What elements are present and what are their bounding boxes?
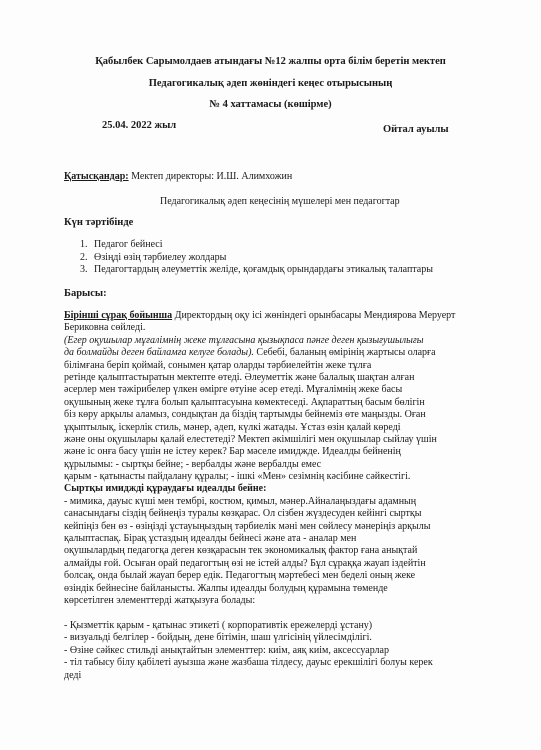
school-name: Қабылбек Сарымолдаев атындағы №12 жалпы орта білім беретін мектеп (95, 56, 446, 67)
council-members: Педагогикалық әдеп кеңесінің мүшелері мен педагогтар (160, 196, 400, 207)
list-item: - визуальді белгілер - бойдың, дене бітімін, шаш үлгісінің үйлесімділігі. (64, 632, 372, 644)
protocol-place: Ойтал ауылы (383, 124, 449, 135)
list-item: 3. Педагогтардың әлеуметтік желіде, қоғамдық орындардағы этикалық талаптары (80, 264, 433, 275)
list-item: - Қызметтік қарым - қатынас этикеті ( корпоративтік ережелерді ұстану) (64, 620, 373, 631)
first-question-lead: Бірінші сұрақ бойынша (64, 310, 173, 321)
agenda-list (80, 239, 500, 277)
image-section-title: Сыртқы имиджді құраудағы идеалды бейне: (64, 483, 267, 495)
participants (64, 171, 292, 182)
participants-label: Қатысқандар: (64, 171, 129, 182)
protocol-date: 25.04. 2022 жыл (102, 120, 177, 131)
list-item: 2. Өзіңді өзің тәрбиелеу жолдары (80, 251, 227, 263)
list-item: - Өзіне сәйкес стильді анықтайтын элементтер: киім, аяқ киім, аксессуарлар (64, 644, 389, 656)
agenda-title: Күн тәртібінде (64, 217, 134, 228)
protocol-title: № 4 хаттамасы (көшірме) (209, 99, 332, 110)
list-item: 1. Педагог бейнесі (80, 239, 163, 250)
participants-text: Мектеп директоры: И.Ш. Алимхожин (128, 171, 293, 182)
elements-list (64, 620, 484, 682)
first-question-text: Бірінші сұрақ бойынша Директордың оқу ісі жөніндегі орынбасары Мендиярова Меруерт Бериковна сөйледі. (Егер оқушылар мұғалімнің жеке тұлғасына қызықпаса пәнге деген қызығушылығы да болмайды деген байламға келуге болады). Себебі, баланың өмірінің жартысы оларға білімғана беріп қоймай, сонымен қатар оларды тәрбиелейтін жеке тұлға ретінде қалыптастыратын мектепте өтеді. Әлеуметтік және балалық шақтан алған әсерлер мен тәжірибелер үлкен өмірге өтуіне әсер етеді. Мұғалімнің жеке басы оқушының жеке тұлға болып қалыптасуына көмектеседі. Ақпараттың басым бөлігін біз көру арқылы аламыз, сондықтан да біздің тартымды бейнеміз өте маңызды. Оған ұқыптылық, іскерлік стиль, мәнер, әдеп, күлкі жатады. Ұстаз өзін қалай көреді және оны оқушылары қалай елестетеді? Мектеп әкімшілігі мен оқушылар сыйлау үшін және іс онға басу үшін не істеу керек? Бар мәселе имиджде. Идеалды бейненің құрылымы: - сыртқы бейне; - вербалды және вербалды емес қарым - қатынасты пайдалану құралы; - ішкі «Мен» сезімнің кәсібине сәйкестігі. Сыртқы имиджді құраудағы идеалды бейне: - мимика, дауыс күші мен тембрі, костюм, қимыл, мәнер.Айналаңыздағы адамның санасындағы сіздің бейнеңіз туралы көзқарас. Ол сізбен жүздесуден кейінгі сыртқы кейпіңіз бен өз - өзіңізді ұстауыңыздың тәрбиелік мәні мен сөйлесу мәнеріңіз арқылы қалыптаспақ. Бірақ ұстаздың идеалды бейнесі және ата - аналар мен оқушылардың педагогқа деген көзқарасын тек экономикалық фактор ғана анықтай алмайды ғой. Осыған орай педагогтың өзі не істей алды? Бұл сұраққа жауап іздейтін болсақ, онда былай жауап берер едік. Педагогтың мәртебесі мен беделі оның жеке өзіндік бейнесіне байланысты. Жалпы идеалды болудың құрамына төменде көрсетілген элементтерді жатқызуға болады: (64, 310, 484, 607)
progress-title: Барысы: (64, 288, 107, 299)
list-item: - тіл табысу білу қабілеті ауызша және жазбаша тілдесу, дауыс ерекшілігі болуы керек (64, 657, 433, 669)
council-title: Педагогикалық әдеп жөніндегі кеңес отырысының (148, 78, 393, 89)
list-item: деді (64, 669, 82, 681)
